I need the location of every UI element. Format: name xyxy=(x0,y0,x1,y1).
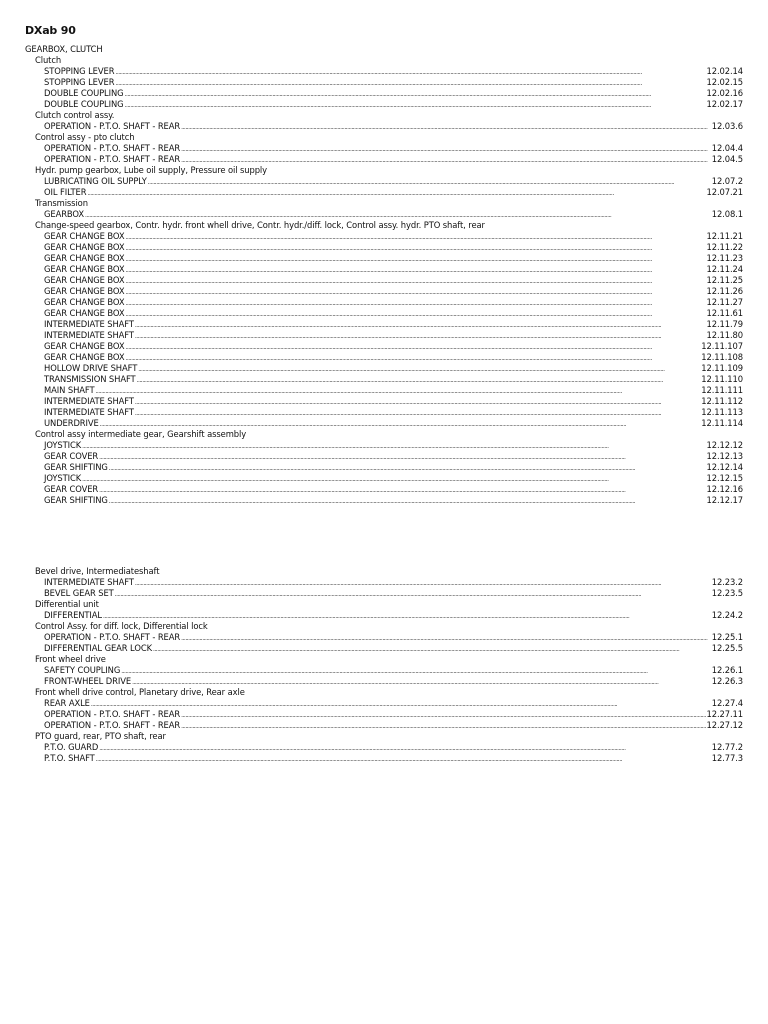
entry-page-ref: 12.11.24 xyxy=(706,264,743,274)
toc-entry[interactable] xyxy=(0,610,743,621)
toc-entry[interactable] xyxy=(0,297,743,308)
entry-page-ref: 12.11.108 xyxy=(701,352,743,362)
toc-entry[interactable] xyxy=(0,698,743,709)
entry-page-ref: 12.25.5 xyxy=(711,643,743,653)
dot-leader xyxy=(181,720,705,732)
entry-name: OPERATION - P.T.O. SHAFT - REAR xyxy=(44,632,181,642)
toc-entry[interactable] xyxy=(0,121,743,132)
entry-page-ref: 12.02.17 xyxy=(706,99,743,109)
entry-name: GEARBOX xyxy=(44,209,85,219)
toc-entry[interactable] xyxy=(0,665,743,676)
entry-name: JOYSTICK xyxy=(44,473,82,483)
toc-entry[interactable] xyxy=(0,473,743,484)
toc-entry[interactable] xyxy=(0,407,743,418)
entry-page-ref: 12.11.21 xyxy=(706,231,743,241)
toc-entry[interactable] xyxy=(0,495,743,506)
dot-leader xyxy=(96,753,711,765)
entry-name: P.T.O. SHAFT xyxy=(44,753,95,763)
entry-page-ref: 12.07.2 xyxy=(711,176,743,186)
toc-entry[interactable] xyxy=(0,330,743,341)
entry-name: LUBRICATING OIL SUPPLY xyxy=(44,176,147,186)
group-title: Front wheel drive xyxy=(35,654,106,664)
group-title: Hydr. pump gearbox, Lube oil supply, Pressure oil supply xyxy=(35,165,267,175)
entry-name: GEAR CHANGE BOX xyxy=(44,264,125,274)
toc-entry[interactable] xyxy=(0,709,743,720)
toc-entry[interactable] xyxy=(0,187,743,198)
dot-leader xyxy=(181,121,711,133)
entry-page-ref: 12.02.15 xyxy=(706,77,743,87)
group-title: Transmission xyxy=(35,198,88,208)
entry-name: GEAR CHANGE BOX xyxy=(44,253,125,263)
entry-page-ref: 12.12.13 xyxy=(706,451,743,461)
entry-page-ref: 12.11.109 xyxy=(701,363,743,373)
entry-page-ref: 12.11.80 xyxy=(706,330,743,340)
entry-name: STOPPING LEVER xyxy=(44,66,115,76)
document-title: DXab 90 xyxy=(25,24,76,37)
entry-page-ref: 12.12.15 xyxy=(706,473,743,483)
group-title: Clutch control assy. xyxy=(35,110,115,120)
dot-leader xyxy=(109,495,706,507)
entry-page-ref: 12.04.5 xyxy=(711,154,743,164)
entry-name: OPERATION - P.T.O. SHAFT - REAR xyxy=(44,154,181,164)
entry-page-ref: 12.23.5 xyxy=(711,588,743,598)
toc-entry[interactable] xyxy=(0,374,743,385)
toc-entry[interactable] xyxy=(0,176,743,187)
entry-name: GEAR COVER xyxy=(44,484,99,494)
dot-leader xyxy=(125,99,706,111)
entry-page-ref: 12.08.1 xyxy=(711,209,743,219)
toc-entry[interactable] xyxy=(0,66,743,77)
toc-entry[interactable] xyxy=(0,588,743,599)
entry-page-ref: 12.04.4 xyxy=(711,143,743,153)
toc-section-2 xyxy=(0,566,768,764)
toc-entry[interactable] xyxy=(0,154,743,165)
group-title: PTO guard, rear, PTO shaft, rear xyxy=(35,731,166,741)
entry-page-ref: 12.11.107 xyxy=(701,341,743,351)
entry-page-ref: 12.02.14 xyxy=(706,66,743,76)
toc-entry[interactable] xyxy=(0,676,743,687)
entry-name: DIFFERENTIAL xyxy=(44,610,103,620)
entry-name: GEAR CHANGE BOX xyxy=(44,286,125,296)
entry-page-ref: 12.11.61 xyxy=(706,308,743,318)
entry-page-ref: 12.11.112 xyxy=(701,396,743,406)
toc-entry[interactable] xyxy=(0,451,743,462)
toc-entry[interactable] xyxy=(0,231,743,242)
toc-entry[interactable] xyxy=(0,396,743,407)
entry-page-ref: 12.11.27 xyxy=(706,297,743,307)
toc-entry[interactable] xyxy=(0,319,743,330)
entry-name: GEAR CHANGE BOX xyxy=(44,275,125,285)
entry-name: STOPPING LEVER xyxy=(44,77,115,87)
group-title: Differential unit xyxy=(35,599,99,609)
entry-page-ref: 12.11.25 xyxy=(706,275,743,285)
entry-page-ref: 12.12.17 xyxy=(706,495,743,505)
entry-name: DOUBLE COUPLING xyxy=(44,88,124,98)
entry-name: INTERMEDIATE SHAFT xyxy=(44,330,134,340)
toc-entry[interactable] xyxy=(0,484,743,495)
toc-entry[interactable] xyxy=(0,643,743,654)
toc-entry[interactable] xyxy=(0,253,743,264)
toc-entry[interactable] xyxy=(0,88,743,99)
entry-page-ref: 12.11.110 xyxy=(701,374,743,384)
entry-page-ref: 12.11.79 xyxy=(706,319,743,329)
entry-name: GEAR SHIFTING xyxy=(44,495,108,505)
toc-entry[interactable] xyxy=(0,275,743,286)
entry-page-ref: 12.11.111 xyxy=(701,385,743,395)
entry-name: GEAR CHANGE BOX xyxy=(44,352,125,362)
entry-page-ref: 12.11.22 xyxy=(706,242,743,252)
toc-entry[interactable] xyxy=(0,308,743,319)
group-title: Control assy intermediate gear, Gearshift assembly xyxy=(35,429,247,439)
entry-name: OPERATION - P.T.O. SHAFT - REAR xyxy=(44,709,181,719)
entry-name: INTERMEDIATE SHAFT xyxy=(44,396,134,406)
entry-page-ref: 12.26.3 xyxy=(711,676,743,686)
toc-entry[interactable] xyxy=(0,385,743,396)
entry-name: INTERMEDIATE SHAFT xyxy=(44,319,134,329)
toc-entry[interactable] xyxy=(0,742,743,753)
toc-entry[interactable] xyxy=(0,462,743,473)
entry-page-ref: 12.23.2 xyxy=(711,577,743,587)
entry-page-ref: 12.11.26 xyxy=(706,286,743,296)
entry-name: OPERATION - P.T.O. SHAFT - REAR xyxy=(44,143,181,153)
toc-entry[interactable] xyxy=(0,352,743,363)
entry-page-ref: 12.02.16 xyxy=(706,88,743,98)
entry-page-ref: 12.77.2 xyxy=(711,742,743,752)
entry-name: GEAR CHANGE BOX xyxy=(44,308,125,318)
group-title: Control assy - pto clutch xyxy=(35,132,135,142)
toc-entry[interactable] xyxy=(0,209,743,220)
toc-entry[interactable] xyxy=(0,363,743,374)
toc-entry[interactable] xyxy=(0,264,743,275)
toc-entry[interactable] xyxy=(0,720,743,731)
entry-page-ref: 12.12.14 xyxy=(706,462,743,472)
entry-name: GEAR CHANGE BOX xyxy=(44,231,125,241)
group-title: Change-speed gearbox, Contr. hydr. front whell drive, Contr. hydr./diff. lock, Control assy. hydr. PTO shaft, rear xyxy=(35,220,485,230)
entry-name: GEAR SHIFTING xyxy=(44,462,108,472)
group-title: Bevel drive, Intermediateshaft xyxy=(35,566,160,576)
toc-entry[interactable] xyxy=(0,632,743,643)
group-title: Control Assy. for diff. lock, Differential lock xyxy=(35,621,208,631)
toc-section-1 xyxy=(0,44,768,506)
entry-page-ref: 12.11.114 xyxy=(701,418,743,428)
entry-page-ref: 12.27.12 xyxy=(706,720,743,730)
entry-name: GEAR COVER xyxy=(44,451,99,461)
toc-entry[interactable] xyxy=(0,440,743,451)
entry-name: SAFETY COUPLING xyxy=(44,665,121,675)
entry-name: OPERATION - P.T.O. SHAFT - REAR xyxy=(44,121,181,131)
entry-page-ref: 12.77.3 xyxy=(711,753,743,763)
entry-name: MAIN SHAFT xyxy=(44,385,95,395)
entry-name: GEAR CHANGE BOX xyxy=(44,297,125,307)
entry-name: DIFFERENTIAL GEAR LOCK xyxy=(44,643,152,653)
dot-leader xyxy=(87,187,705,199)
entry-name: BEVEL GEAR SET xyxy=(44,588,114,598)
entry-page-ref: 12.03.6 xyxy=(711,121,743,131)
toc-entry[interactable] xyxy=(0,286,743,297)
entry-name: UNDERDRIVE xyxy=(44,418,99,428)
entry-name: INTERMEDIATE SHAFT xyxy=(44,577,134,587)
section-heading: GEARBOX, CLUTCH xyxy=(25,44,103,54)
dot-leader xyxy=(153,643,711,655)
entry-page-ref: 12.12.16 xyxy=(706,484,743,494)
toc-entry[interactable] xyxy=(0,242,743,253)
toc-entry[interactable] xyxy=(0,418,743,429)
entry-name: INTERMEDIATE SHAFT xyxy=(44,407,134,417)
entry-page-ref: 12.27.4 xyxy=(711,698,743,708)
entry-name: GEAR CHANGE BOX xyxy=(44,341,125,351)
entry-name: GEAR CHANGE BOX xyxy=(44,242,125,252)
entry-page-ref: 12.11.23 xyxy=(706,253,743,263)
entry-name: HOLLOW DRIVE SHAFT xyxy=(44,363,138,373)
toc-entry[interactable] xyxy=(0,143,743,154)
entry-page-ref: 12.27.11 xyxy=(706,709,743,719)
entry-name: DOUBLE COUPLING xyxy=(44,99,124,109)
entry-name: TRANSMISSION SHAFT xyxy=(44,374,136,384)
toc-entry[interactable] xyxy=(0,341,743,352)
entry-name: JOYSTICK xyxy=(44,440,82,450)
group-title: Clutch xyxy=(35,55,62,65)
entry-name: OIL FILTER xyxy=(44,187,87,197)
entry-name: FRONT-WHEEL DRIVE xyxy=(44,676,132,686)
entry-page-ref: 12.07.21 xyxy=(706,187,743,197)
entry-name: P.T.O. GUARD xyxy=(44,742,99,752)
entry-page-ref: 12.11.113 xyxy=(701,407,743,417)
group-title: Front whell drive control, Planetary drive, Rear axle xyxy=(35,687,245,697)
entry-name: REAR AXLE xyxy=(44,698,90,708)
dot-leader xyxy=(115,588,711,600)
entry-page-ref: 12.12.12 xyxy=(706,440,743,450)
entry-page-ref: 12.24.2 xyxy=(711,610,743,620)
toc-entry[interactable] xyxy=(0,577,743,588)
entry-name: OPERATION - P.T.O. SHAFT - REAR xyxy=(44,720,181,730)
toc-entry[interactable] xyxy=(0,99,743,110)
entry-page-ref: 12.26.1 xyxy=(711,665,743,675)
toc-entry[interactable] xyxy=(0,753,743,764)
entry-page-ref: 12.25.1 xyxy=(711,632,743,642)
toc-entry[interactable] xyxy=(0,77,743,88)
